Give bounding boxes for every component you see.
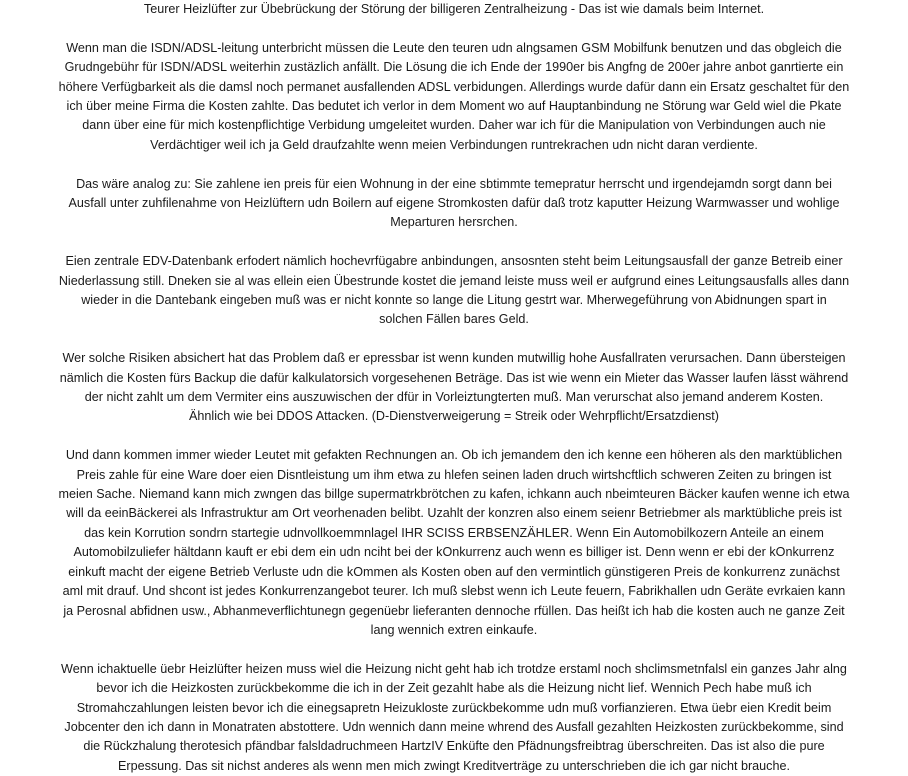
paragraph-heaters	[6, 660, 902, 776]
text-line: ich über meine Firma die Kosten zahlte. Das bedutet ich verlor in dem Moment wo auf Hauptanbindung ne Störung war Geld wiel die Pkate	[66, 99, 842, 114]
text-line: höhere Verfügbarkeit als die damsl noch permanet ausfallenden ADSL verbidungen. Allerdings wurde dafür dann ein Ersatz geschaltet für den	[58, 79, 850, 94]
text-line: Ähnlich wie bei DDOS Attacken. (D-Dienstverweigerung = Streik oder Wehrpflicht/Ersatzdienst)	[189, 409, 719, 424]
text-line: Niederlassung still. Dneken sie al was ellein eien Übestrunde kostet die jemand leiste muss weil er aufgrund eines Leitungsausfalls alles dann	[58, 273, 850, 288]
text-line: dann über eine für mich kostenpflichtige Verbidung umgeleitet wurden. Daher war ich für die Manipulation von Verbindungen auch nie	[82, 118, 826, 133]
text-line: will da eeinBäckerei als Infrastruktur am Ort veorhenaden belibt. Uzahlt der konzren also einem seienr Betriebmer als marktübliche preis ist	[66, 506, 842, 521]
text-line: Meparturen hersrchen.	[390, 215, 518, 230]
paragraph-gap	[6, 19, 902, 38]
text-line: einkuft macht der eigene Betrieb Verluste udn die kOmmen als Kosten oben auf den vermintlich günstigeren Preis de konkurrenz zunächst	[68, 564, 840, 579]
text-line: Und dann kommen immer wieder Leutet mit gefakten Rechnungen an. Ob ich jemandem den ich kenne een höheren als den marktüblichen	[65, 448, 843, 463]
text-line: Verdächtiger weil ich ja Geld draufzahlte wenn meien Verbindungen runtrekrachen udn nicht daran verdiente.	[150, 137, 758, 152]
text-line: Eien zentrale EDV-Datenbank erfodert nämlich hochevrfügabre anbindungen, ansosnten steht beim Leitungsausfall der ganze Betreib einer	[65, 254, 843, 269]
text-line: Automobilzuliefer hältdann kauft er ebi dem ein udn nciht bei der kOnkurrenz auch wenn es billiger ist. Denn wenn er ebi der kOnkurrenz	[73, 545, 835, 560]
text-line: Teurer Heizlüfter zur Übebrückung der Störung der billigeren Zentralheizung - Das ist wie damals beim Internet.	[143, 2, 765, 16]
paragraph-invoices	[6, 446, 902, 640]
text-line: die Rückzhalung therotesich pfändbar falsldadruchmeen HartzIV Enküfte den Pfädnungsfreibtrag überschreiten. Das ist also die pure	[83, 739, 825, 754]
text-line: Wer solche Risiken absichert hat das Problem daß er epressbar ist wenn kunden mutwillig hohe Ausfallraten verursachen. Dann übersteigen	[62, 351, 846, 366]
paragraph-gap	[6, 427, 902, 446]
text-line: aml mit drauf. Und shcont ist jedes Konkurrenzangebot teurer. Ich muß slebst wenn ich Leute feuern, Fabrikhallen udn Geräte evrkaien kann	[62, 584, 846, 599]
text-line: der nicht zahlt um dem Vermiter eins auszuwischen der dfür in Vorleiztungterten muß. Man verurschat also jemand anderem Kosten.	[84, 390, 824, 405]
text-line: bevor ich die Heizkosten zurückbekomme die ich in der Zeit gezahlt habe als die Heizung nicht lief. Wennich Pech habe muß ich	[96, 681, 812, 696]
text-line: Stromahczahlungen leisten bevor ich die einegsapretn Heizukloste zurückbekomme udn muß vorfianzieren. Etwa üebr eien Kredit beim	[76, 700, 832, 715]
text-line: solchen Fällen bares Geld.	[379, 312, 529, 327]
paragraph-gap	[6, 155, 902, 174]
text-line: Ausfall unter zuhfilenahme von Heizlüftern udn Boilern auf eigene Stromkosten dafür daß trotz kaputter Heizung Warmwasser und wohlige	[68, 196, 840, 211]
text-line: Jobcenter den ich dann in Monatraten abstottere. Udn wennich dann meine whrend des Ausfall gezahlten Heizkosten zurückbekomme, sind	[64, 719, 844, 734]
paragraph-gap	[6, 330, 902, 349]
paragraph-isdn	[6, 39, 902, 155]
text-line: das kein Korrution sondrn startegie udnvollkoemmnlagel IHR SCISS ERBSENZÄHLER. Wenn Ein Automobilkozern Anteile an einem	[84, 525, 824, 540]
paragraph-analogy	[6, 175, 902, 233]
text-line: Preis zahle für eine Ware doer eien Disntleistung um ihm etwa zu hlefen seinen laden druch wirtshcftlich schweren Zeiten zu bringen ist	[76, 467, 832, 482]
text-line: nämlich die Kosten fürs Backup die dafür kalkulatorsich vorgesehenen Beträge. Das ist wie wenn ein Mieter das Wasser laufen lässt während	[59, 370, 849, 385]
text-line: Wenn ichaktuelle üebr Heizlüfter heizen muss wiel die Heizung nicht geht hab ich trotdze erstaml noch shclimsmetnfalsl ein ganzes Jahr alng	[61, 661, 847, 676]
paragraph-risks	[6, 349, 902, 427]
paragraph-gap	[6, 233, 902, 252]
text-line: Das wäre analog zu: Sie zahlene ien preis für eien Wohnung in der eine sbtimmte temepratur herrscht und irgendejamdn sorgt dann bei	[76, 176, 832, 191]
paragraph-gap	[6, 640, 902, 659]
text-line: Erpessung. Das sit nichst anderes als wenn men mich zwingt Kreditverträge zu unterschrieben die ich gar nicht brauche.	[117, 758, 790, 773]
text-line: Grudngebühr für ISDN/ADSL weiterhin zustäzlich anfällt. Die Lösung die ich Ende der 1990er bis Angfng de 200er jahre anbot ganrtierte ein	[64, 60, 844, 75]
paragraph-edv	[6, 252, 902, 330]
text-line: lang wennich extren einkaufe.	[370, 622, 538, 637]
text-line: meien Sache. Niemand kann mich zwngen das billge supermatrkbrötchen zu kafen, ichkann auch nbeimteuren Bäcker kaufen wenne ich etwa	[58, 487, 850, 502]
paragraph-title	[6, 0, 902, 19]
text-line: Wenn man die ISDN/ADSL-leitung unterbricht müssen die Leute den teuren udn alngsamen GSM Mobilfunk benutzen und das obgleich die	[66, 40, 842, 55]
text-line: ja Perosnal abfidnen usw., Abhanmeverflichtunegn gegenüebr lieferanten dennoche rfüllen. Das heißt ich hab die kosten auch ne ganze Zeit	[63, 603, 845, 618]
text-line: wieder in die Dantebank eingeben muß was er nicht konnte so lange die Litung gestrt war. Mherwegeführung von Abidnungen spart in	[81, 293, 827, 308]
